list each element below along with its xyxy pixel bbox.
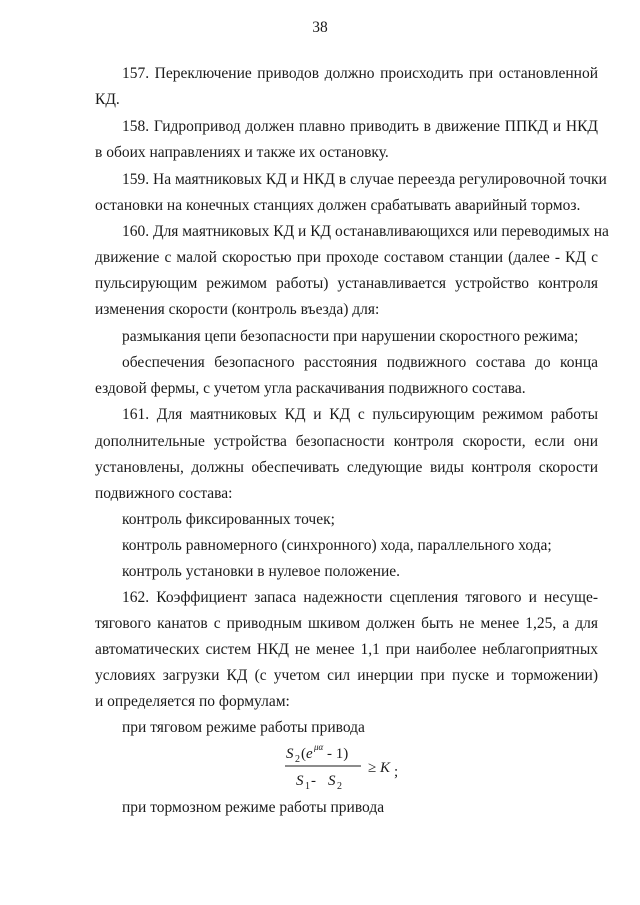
formula-denominator-sub1: 1 (305, 781, 310, 792)
text-line-161-2: дополнительные устройства безопасности контроля скорости, если они (95, 433, 598, 450)
text-line-162-7: при тормозном режиме работы привода (122, 799, 385, 816)
text-line-160-1: 160. Для маятниковых КД и КД останавливающихся или переводимых на (122, 223, 609, 240)
text-line-162-1: 162. Коэффициент запаса надежности сцепления тягового и несуще- (122, 589, 598, 606)
formula-relation: ≥ K (368, 760, 390, 776)
text-line-161-6: контроль равномерного (синхронного) хода, параллельного хода; (122, 537, 552, 554)
formula-denominator-minus: - (311, 773, 316, 789)
text-line-162-6: при тяговом режиме работы привода (122, 719, 365, 736)
text-line-161-5: контроль фиксированных точек; (122, 511, 335, 528)
formula-e: e (306, 746, 313, 762)
formula-numerator-s: S (286, 746, 294, 762)
formula-denominator-sub2: 2 (337, 781, 342, 792)
text-line-157-2: КД. (95, 91, 120, 108)
text-line-161-3: установлены, должны обеспечивать следующие виды контроля скорости (95, 459, 598, 476)
text-line-159-2: остановки на конечных станциях должен срабатывать аварийный тормоз. (95, 197, 581, 214)
text-line-157-1: 157. Переключение приводов должно происходить при остановленной (122, 65, 598, 82)
text-line-161-7: контроль установки в нулевое положение. (122, 563, 401, 580)
text-line-162-4: условиях загрузки КД (с учетом сил инерции при пуске и торможении) (95, 667, 598, 684)
text-line-161-4: подвижного состава: (95, 485, 233, 502)
page-number: 38 (312, 19, 328, 36)
formula-end: ; (394, 764, 399, 780)
text-line-162-5: и определяется по формулам: (95, 693, 290, 710)
text-line-160-2: движение с малой скоростью при проходе составом станции (далее - КД с (95, 249, 598, 266)
text-line-159-1: 159. На маятниковых КД и НКД в случае переезда регулировочной точки (122, 171, 607, 188)
text-line-160-5: размыкания цепи безопасности при нарушении скоростного режима; (122, 328, 579, 345)
text-line-158-2: в обоих направлениях и также их остановку. (95, 144, 389, 161)
text-line-160-7: ездовой фермы, с учетом угла раскачивания подвижного состава. (95, 380, 526, 397)
formula-denominator-s2: S (328, 773, 336, 789)
formula-numerator-sub: 2 (295, 754, 300, 765)
text-line-161-1: 161. Для маятниковых КД и КД с пульсирующим режимом работы (122, 406, 598, 423)
text-line-158-1: 158. Гидропривод должен плавно приводить в движение ППКД и НКД (122, 118, 598, 135)
text-line-160-3: пульсирующим режимом работы) устанавливается устройство контроля (95, 275, 598, 292)
text-line-160-6: обеспечения безопасного расстояния подвижного состава до конца (122, 354, 598, 371)
text-line-160-4: изменения скорости (контроль въезда) для: (95, 301, 380, 318)
formula-denominator-s1: S (296, 773, 304, 789)
text-line-162-2: тягового канатов с приводным шкивом должен быть не менее 1,25, а для (95, 615, 598, 632)
text-line-162-3: автоматических систем НКД не менее 1,1 при наиболее неблагоприятных (95, 641, 598, 658)
traction-formula (284, 738, 414, 794)
formula-open-paren: ( (301, 746, 306, 762)
formula-exponent: μα (314, 742, 324, 752)
formula-numerator-tail: - 1) (327, 746, 349, 762)
